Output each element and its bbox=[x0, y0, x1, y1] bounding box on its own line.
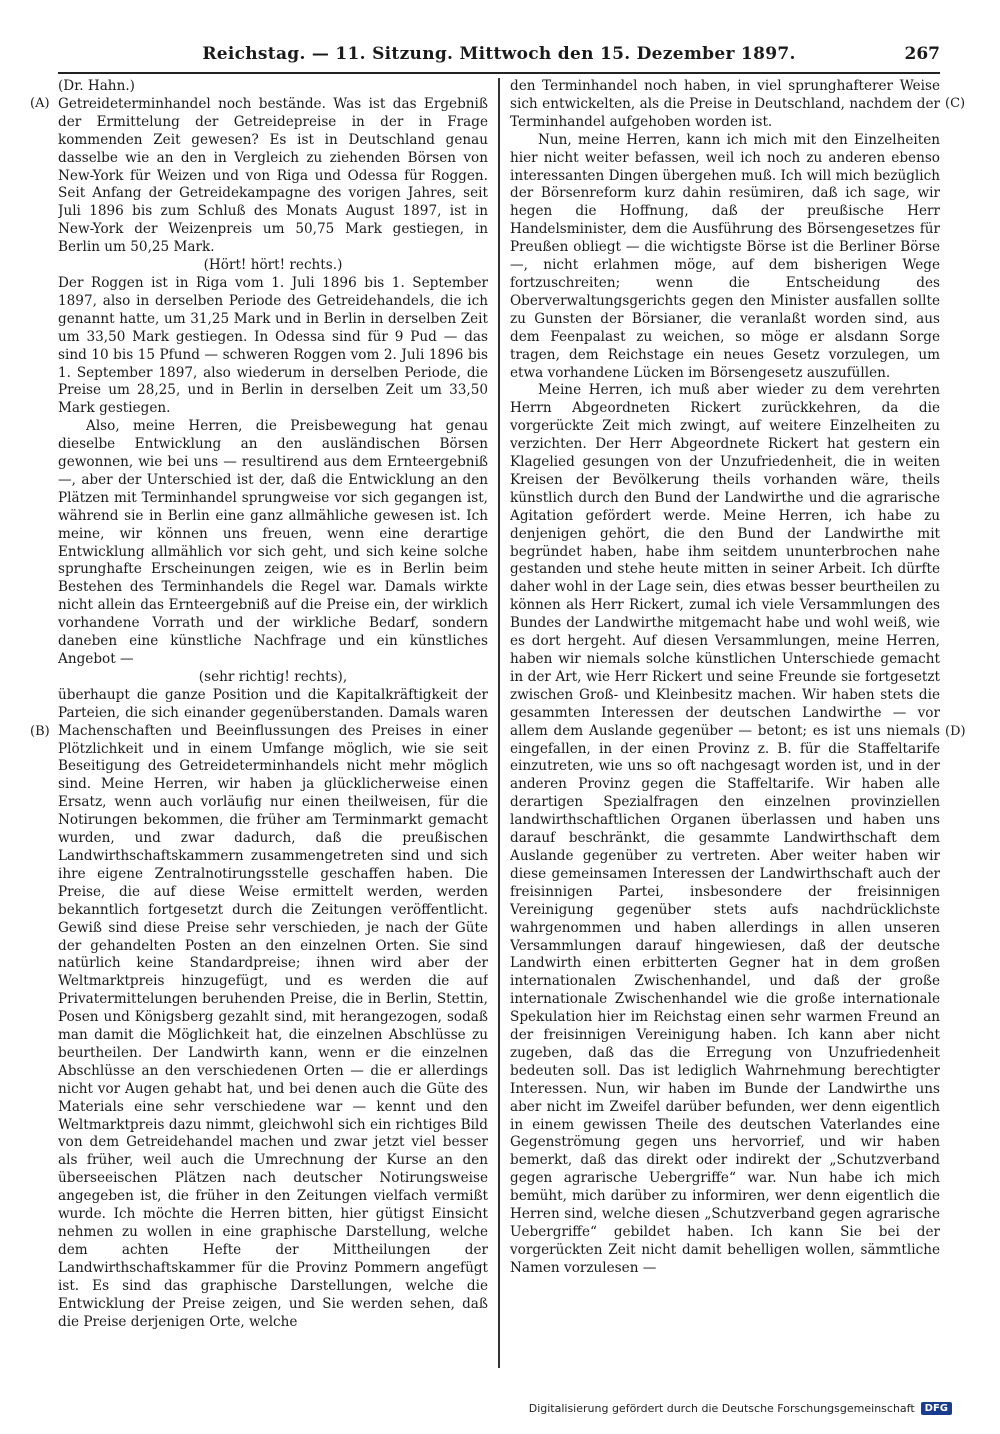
interjection: (sehr richtig! rechts), bbox=[198, 668, 348, 685]
dfg-logo-icon: DFG bbox=[921, 1402, 952, 1415]
margin-marker-c: (C) bbox=[945, 96, 966, 111]
running-head: Reichstag. — 11. Sitzung. Mittwoch den 15. Dezember 1897. bbox=[202, 44, 796, 64]
speaker-label: (Dr. Hahn.) bbox=[58, 78, 135, 94]
interjection: (Hört! hört! rechts.) bbox=[203, 257, 343, 274]
paragraph: überhaupt die ganze Position und die Kapitalkräftigkeit der Parteien, die sich einander gegenüberstanden. Damals waren Machenschaften und Beeinflussungen des Preises in einer Plötzlichkeit und in einem Umfange möglich, wie sie seit Beseitigung des Getreideterminhandels nicht mehr möglich sind. Meine Herren, wir haben ja glücklicherweise einen Ersatz, wenn auch vorläufig nur einen theilweisen, für die Notirungen bekommen, die früher am Terminmarkt gemacht wurden, und zwar dadurch, daß die preußischen Landwirthschaftskammern zusammengetreten sind und sich ihre eigene Zentralnotirungsstelle geschaffen haben. Die Preise, die auf diese Weise ermittelt werden, werden bekanntlich fortgesetzt durch die Zeitungen veröffentlicht. Gewiß sind diese Preise sehr verschieden, je nach der Güte der gehandelten Posten an den einzelnen Orten. Sie sind natürlich keine Standardpreise; ihnen wird aber der Weltmarktpreis hinzugefügt, und es werden die auf Privatermittelungen beruhenden Preise, die in Berlin, Stettin, Posen und Königsberg gezahlt sind, mit herangezogen, sodaß man damit die Möglichkeit hat, die einzelnen Abschlüsse zu beurtheilen. Der Landwirth kann, wenn er die einzelnen Abschlüsse an den verschiedenen Orten — die er allerdings nicht vor Augen gehabt hat, und bei denen auch die Güte des Materials eine sehr verschiedene war — kennt und den Weltmarktpreis dazu nimmt, gleichwohl sich ein richtiges Bild von dem Getreidehandel machen und zwar jetzt viel besser als früher, weil auch die Umrechnung der Kurse an den überseeischen Plätzen nach deutscher Notirungsweise angegeben ist, die früher in den Zeitungen vielfach vermißt wurde. Ich möchte die Herren bitten, hier gütigst Einsicht nehmen zu wollen in eine graphische Darstellung, welche dem achten Hefte der Mittheilungen der Landwirthschaftskammer für die Provinz Pommern angefügt ist. Es sind das graphische Darstellungen, welche die Entwicklung der Preise zeigen, und Sie werden sehen, daß die Preise derjenigen Orte, welche bbox=[58, 686, 488, 1330]
paragraph: Der Roggen ist in Riga vom 1. Juli 1896 bis 1. September 1897, also in derselben Periode des Getreidehandels, die ich genannt hatte, um 31,25 Mark und in Berlin in derselben Zeit um 33,50 Mark gestiegen. In Odessa sind für 9 Pud — das sind 10 bis 15 Pfund — schweren Roggen vom 2. Juli 1896 bis 1. September 1897, also wiederum in derselben Periode, die Preise um 28,25, und in Berlin in derselben Zeit um 33,50 Mark gestiegen. bbox=[58, 274, 488, 417]
page-number: 267 bbox=[904, 44, 940, 64]
paragraph: Nun, meine Herren, kann ich mich mit den Einzelheiten hier nicht weiter befassen, weil ich noch zu anderen ebenso interessanten Dingen übergehen muß. Ich will mich bezüglich der Börsenreform kurz dahin resümiren, daß ich sage, wir hegen die Hoffnung, daß der preußische Herr Handelsminister, dem die Ausführung des Börsengesetzes für Preußen obliegt — die wichtigste Börse ist die Berliner Börse —, nicht erlahmen möge, auf dem bisherigen Wege fortzuschreiten; wenn die Entscheidung des Oberverwaltungsgerichts gegen den Minister ausfallen sollte zu Gunsten der Börsianer, die veranlaßt worden sind, aus dem Feenpalast zu weichen, so möge er alsdann Sorge tragen, dem Reichstage ein neues Gesetz vorzulegen, um etwa vorhandene Lücken im Börsengesetz auszufüllen. bbox=[510, 131, 940, 381]
page-header bbox=[58, 44, 940, 74]
margin-marker-a: (A) bbox=[30, 96, 50, 111]
page-footer bbox=[529, 1402, 952, 1415]
left-column bbox=[58, 78, 488, 1368]
digitization-credit: Digitalisierung gefördert durch die Deutsche Forschungsgemeinschaft bbox=[528, 1402, 915, 1415]
paragraph: Meine Herren, ich muß aber wieder zu dem verehrten Herrn Abgeordneten Rickert zurückkehren, da die vorgerückte Zeit mich zwingt, auf weitere Einzelheiten zu verzichten. Der Herr Abgeordnete Rickert hat gestern ein Klagelied gesungen von der Unzufriedenheit, die in weiten Kreisen der Bevölkerung theils vorhanden wäre, theils künstlich durch den Bund der Landwirthe und die agrarische Agitation gefördert werde. Meine Herren, ich habe zu denjenigen gehört, die den Bund der Landwirthe mit begründet haben, habe ihm seitdem ununterbrochen nahe gestanden und stehe heute mitten in seiner Arbeit. Ich dürfte daher wohl in der Lage sein, dies etwas besser beurtheilen zu können als Herr Rickert, zumal ich viele Versammlungen des Bundes der Landwirthe mitgemacht habe und wohl weiß, wie es dort hergeht. Auf diesen Versammlungen, meine Herren, haben wir niemals solche künstlichen Unterschiede gemacht in der Art, wie Herr Rickert und seine Freunde sie fortgesetzt zwischen Groß- und Kleinbesitz machen. Wir haben stets die gesammten Interessen der deutschen Landwirthe — vor allem dem Auslande gegenüber — betont; es ist uns niemals eingefallen, in der einen Provinz z. B. für die Staffeltarife einzutreten, wie uns so oft nachgesagt worden ist, und in der anderen Provinz gegen die Staffeltarife. Wir haben alle derartigen Spezialfragen den einzelnen provinziellen landwirthschaftlichen Organen überlassen und haben uns darauf beschränkt, die gesammte Landwirthschaft dem Auslande gegenüber zu vertreten. Aber weiter haben wir diese gemeinsamen Interessen der Landwirthschaft auch der freisinnigen Partei, insbesondere der freisinnigen Vereinigung gegenüber stets aufs nachdrücklichste wahrgenommen und haben allerdings in allen unseren Versammlungen darauf hingewiesen, daß der deutsche Landwirth einen erbitterten Gegner hat in dem großen internationalen Zwischenhandel, und daß der große internationale Zwischenhandel wie die große internationale Spekulation hier im Reichstag einen sehr warmen Freund an der freisinnigen Vereinigung haben. Ich kann aber nicht zugeben, daß das die Erregung von Unzufriedenheit bedeuten soll. Das ist lediglich Wahrnehmung berechtigter Interessen. Nun, wir haben im Bunde der Landwirthe uns aber nicht im Zweifel darüber befunden, wer denn eigentlich in einem gewissen Theile des deutschen Vaterlandes eine Gegenströmung gegen uns hervorrief, und wir haben bemerkt, daß das direkt oder indirekt der „Schutzverband gegen agrarische Uebergriffe“ war. Nun habe ich mich bemüht, mich darüber zu informiren, wer denn eigentlich die Herren sind, welche diesen „Schutzverband gegen agrarische Uebergriffe“ gebildet haben. Ich kann Sie bei der vorgerückten Zeit nicht damit behelligen wollen, sämmtliche Namen vorzulesen — bbox=[510, 382, 940, 1276]
paragraph: Also, meine Herren, die Preisbewegung hat genau dieselbe Entwicklung an den ausländischen Börsen gewonnen, wie bei uns — resultirend aus dem Ernteergebniß —, aber der Unterschied ist der, daß die Entwicklung an den Plätzen mit Terminhandel sprungweise vor sich gegangen ist, während sie in Berlin eine ganz allmähliche gewesen ist. Ich meine, wir können uns freuen, wenn eine derartige Entwicklung allmählich vor sich geht, und sich keine solche sprunghafte Erscheinungen zeigen, wie es in Berlin beim Bestehen des Terminhandels die Regel war. Damals wirkte nicht allein das Ernteergebniß auf die Preise ein, der wirklich vorhandene Vorrath und der wirkliche Bedarf, sondern daneben eine künstliche Nachfrage und ein künstliches Angebot — bbox=[58, 418, 488, 667]
margin-marker-d: (D) bbox=[945, 724, 966, 739]
right-column bbox=[510, 78, 940, 1368]
paragraph: den Terminhandel noch haben, in viel sprunghafterer Weise sich entwickelten, als die Preise in Deutschland, nachdem der Terminhandel aufgehoben worden ist. bbox=[510, 78, 940, 130]
paragraph: Getreideterminhandel noch bestände. Was ist das Ergebniß der Ermittelung der Getreidepreise in der in Frage kommenden Zeit gewesen? Es ist in Deutschland genau dasselbe wie an den in Vergleich zu ziehenden Börsen von New-York für Weizen und von Riga und Odessa für Roggen. Seit Anfang der Getreidekampagne des vorigen Jahres, seit Juli 1896 bis zum Schluß des Monats August 1897, ist in New-York der Weizenpreis um 50,75 Mark gestiegen, in Berlin um 50,25 Mark. bbox=[58, 95, 488, 256]
margin-marker-b: (B) bbox=[30, 724, 50, 739]
column-divider bbox=[498, 78, 500, 1368]
